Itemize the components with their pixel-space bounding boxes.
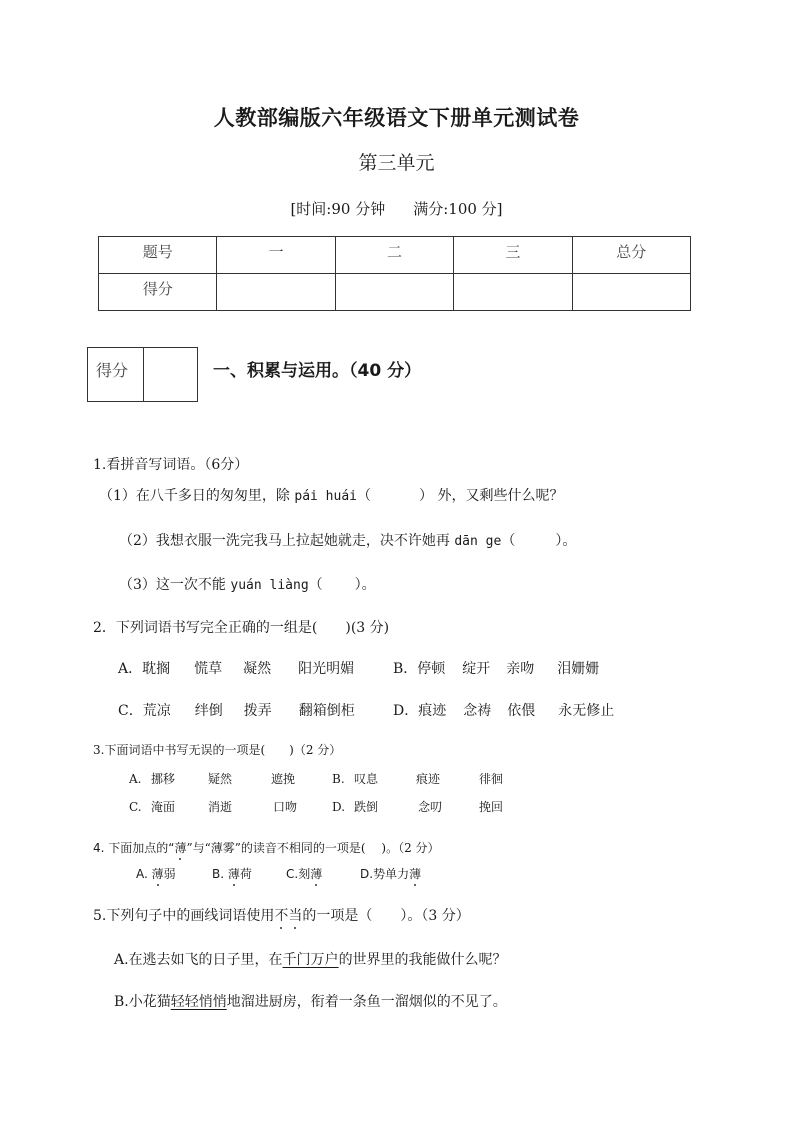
q2-option-a[interactable]: [118, 658, 354, 678]
dotted-char: 当: [288, 905, 302, 925]
option-label: A.: [136, 867, 152, 881]
option-word: 徘徊: [479, 772, 504, 786]
q1-item-text: （2）我想衣服一洗完我马上拉起她就走，决不许她再: [119, 533, 450, 549]
pinyin: yuán liàng: [230, 578, 309, 593]
q1-item-suffix: 。: [361, 577, 376, 593]
underlined-phrase: 轻轻悄悄: [170, 994, 227, 1010]
paren-close: ）: [419, 488, 433, 504]
option-label: A.: [114, 952, 129, 968]
option-word: 挽回: [479, 800, 504, 814]
option-word: 拨弄: [243, 703, 272, 719]
pinyin: pái huái: [294, 489, 357, 504]
q2-option-c[interactable]: [118, 700, 355, 720]
score-cell-section-3[interactable]: [454, 274, 572, 311]
option-label: A．: [118, 661, 143, 677]
section-grade-box: [87, 347, 198, 402]
option-word: 念祷: [463, 703, 492, 719]
q4-option-c[interactable]: [286, 865, 360, 882]
option-label: A.: [129, 772, 142, 786]
q5-stem-text: 的一项是（ ）。（3 分）: [302, 908, 470, 924]
paren-open: （: [501, 533, 516, 549]
section-title: 一、积累与运用。（40 分）: [213, 361, 422, 381]
dotted-char: 薄: [227, 867, 240, 881]
option-text: 的世界里的我能做什么呢？: [338, 952, 507, 968]
q3-option-d[interactable]: [332, 798, 503, 815]
option-label: B.: [332, 772, 345, 786]
option-word: 绊倒: [194, 703, 223, 719]
q5-option-a[interactable]: [114, 949, 507, 969]
q5-option-b[interactable]: [114, 991, 507, 1011]
paren-open: （: [308, 577, 323, 593]
option-label: C.: [129, 800, 142, 814]
paren-open: （: [357, 488, 371, 504]
option-word: 耽搁: [142, 661, 171, 677]
dotted-char: 薄: [409, 867, 422, 881]
dotted-char: 薄: [174, 841, 187, 855]
option-word: 痕迹: [416, 772, 441, 786]
option-word: 永无修止: [558, 703, 615, 719]
option-word: 慌草: [194, 661, 223, 677]
option-label: D.: [332, 800, 346, 814]
option-word: 遮挽: [271, 772, 296, 786]
option-label: B．: [393, 661, 418, 677]
option-word: 泪姗姗: [557, 661, 600, 677]
option-word: 痕迹: [418, 703, 447, 719]
q1-item-3: [119, 574, 376, 594]
q4-options: [136, 865, 421, 882]
q3-option-a[interactable]: [129, 770, 295, 787]
dotted-char: 不: [274, 905, 288, 925]
option-label: D.: [360, 867, 374, 881]
page-title: 人教部编版六年级语文下册单元测试卷: [213, 106, 580, 130]
grade-label: 得分: [88, 348, 144, 401]
underlined-phrase: 千门万户: [282, 952, 339, 968]
time-label: [时间:90 分钟: [290, 200, 386, 218]
option-text: 在逃去如飞的日子里，在: [128, 952, 283, 968]
q4-stem: [93, 839, 440, 856]
option-text: 荷: [239, 867, 252, 881]
option-label: D．: [393, 703, 419, 719]
score-table-cell: 一: [217, 237, 335, 274]
score-cell-section-1[interactable]: [217, 274, 335, 311]
paren-close: ）: [354, 577, 362, 593]
option-label: C.: [286, 867, 299, 881]
q4-stem-text: ”与“薄雾”的读音不相同的一项是( )。（2 分）: [186, 841, 440, 855]
pinyin: dān ge: [454, 534, 502, 549]
option-word: 阳光明媚: [298, 661, 355, 677]
dotted-char: 薄: [151, 867, 164, 881]
option-label: B.: [212, 867, 228, 881]
grade-value-field[interactable]: [144, 348, 197, 401]
q1-item-suffix: 外，又剩些什么呢？: [433, 488, 564, 504]
q4-stem-text: 4. 下面加点的“: [93, 841, 175, 855]
option-word: 绽开: [462, 661, 491, 677]
option-label: B.: [114, 994, 129, 1010]
score-table-score-row: [99, 274, 691, 311]
option-word: 荒凉: [142, 703, 171, 719]
option-text: 弱: [163, 867, 176, 881]
paren-close: ）: [555, 533, 563, 549]
option-text: 势单力: [373, 867, 410, 881]
q3-stem: 3.下面词语中书写无误的一项是( )（2 分）: [93, 743, 342, 757]
option-word: 停顿: [417, 661, 446, 677]
option-text: 刻: [298, 867, 311, 881]
q1-item-text: （3）这一次不能: [119, 577, 226, 593]
score-table: [98, 236, 691, 311]
option-word: 依偎: [507, 703, 536, 719]
option-label: C．: [118, 703, 143, 719]
score-cell-total[interactable]: [572, 274, 690, 311]
q1-stem: 1.看拼音写词语。（6分）: [93, 457, 249, 473]
q5-stem-text: 5.下列句子中的画线词语使用: [93, 908, 275, 924]
page-subtitle: 第三单元: [358, 152, 435, 174]
option-text: 小花猫: [128, 994, 171, 1010]
q2-stem: 2．下列词语书写完全正确的一组是( )(3 分): [93, 620, 390, 636]
q3-option-c[interactable]: [129, 798, 297, 815]
option-word: 跌倒: [354, 800, 379, 814]
exam-meta: [0, 198, 793, 219]
option-text: 地溜进厨房，衔着一条鱼一溜烟似的不见了。: [226, 994, 507, 1010]
score-cell-section-2[interactable]: [335, 274, 453, 311]
option-word: 翻箱倒柜: [298, 703, 355, 719]
option-word: 叹息: [354, 772, 379, 786]
score-table-cell: 二: [335, 237, 453, 274]
option-word: 凝然: [243, 661, 272, 677]
score-table-header-row: [99, 237, 691, 274]
q3-option-b[interactable]: [332, 770, 503, 787]
score-table-cell: 得分: [99, 274, 217, 311]
score-table-cell: 题号: [99, 237, 217, 274]
q5-stem: [93, 905, 470, 925]
option-word: 念叨: [418, 800, 443, 814]
option-word: 亲吻: [506, 661, 535, 677]
q4-option-d[interactable]: [360, 865, 421, 882]
q1-item-text: （1）在八千多日的匆匆里，除: [99, 488, 290, 504]
q1-item-1: [99, 485, 563, 505]
q2-option-d[interactable]: [393, 700, 614, 720]
q4-option-b[interactable]: [212, 865, 286, 882]
full-score-label: 满分:100 分]: [413, 200, 503, 218]
q2-option-b[interactable]: [393, 658, 599, 678]
score-table-cell: 三: [454, 237, 572, 274]
option-word: 挪移: [151, 772, 176, 786]
option-word: 疑然: [208, 772, 233, 786]
score-table-cell: 总分: [572, 237, 690, 274]
option-word: 口吻: [273, 800, 298, 814]
q1-item-2: [119, 530, 576, 550]
q1-item-suffix: 。: [562, 533, 577, 549]
q4-option-a[interactable]: [136, 865, 212, 882]
option-word: 消逝: [208, 800, 233, 814]
option-word: 淹面: [151, 800, 176, 814]
dotted-char: 薄: [310, 867, 323, 881]
